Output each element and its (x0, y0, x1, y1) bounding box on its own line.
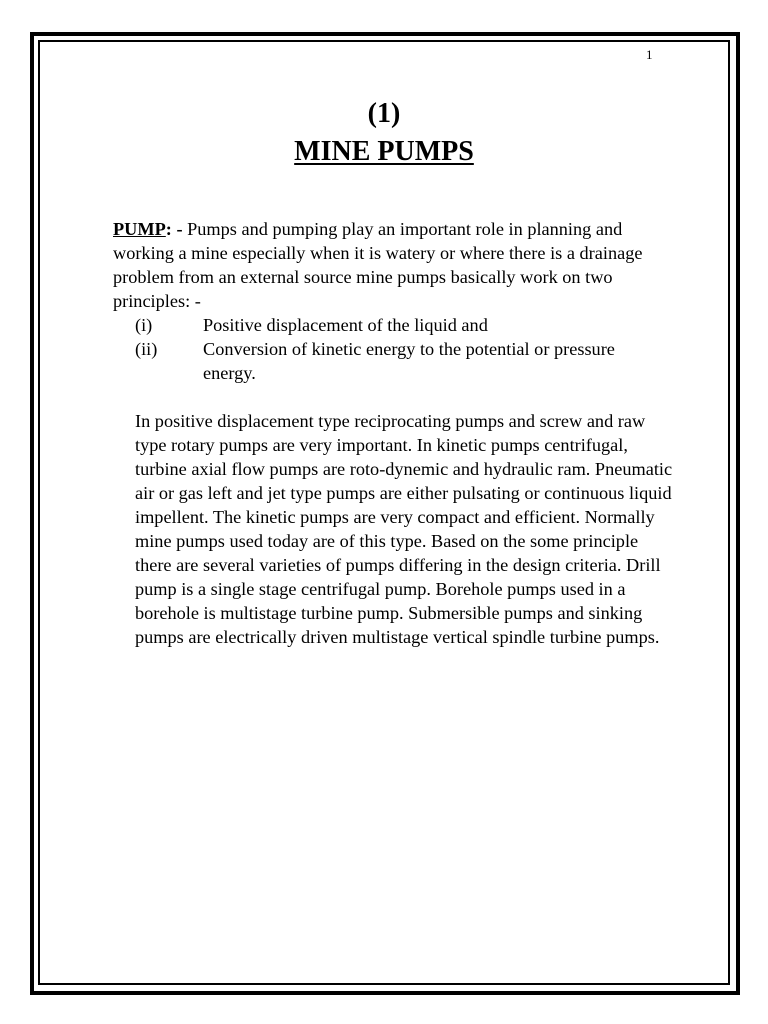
page-number: 1 (646, 47, 653, 62)
list-item-text: Positive displacement of the liquid and (203, 315, 488, 335)
intro-text: Pumps and pumping play an important role in planning and working a mine especially when it is watery or where there is a drainage problem from an external source mine pumps basically work on two principles: - (113, 219, 643, 311)
list-item-marker: (ii) (135, 339, 158, 359)
chapter-number: (1) (367, 98, 401, 129)
chapter-title: MINE PUMPS (294, 136, 474, 167)
intro-paragraph (113, 217, 673, 313)
body-paragraph: In positive displacement type reciprocating pumps and screw and raw type rotary pumps are very important. In kinetic pumps centrifugal, turbine axial flow pumps are roto-dynemic and hydraulic ram. Pneumatic air or gas left and jet type pumps are either pulsating or continuous liquid impellent. The kinetic pumps are very compact and efficient. Normally mine pumps used today are of this type. Based on the some principle there are several varieties of pumps differing in the design criteria. Drill pump is a single stage centrifugal pump. Borehole pumps used in a borehole is multistage turbine pump. Submersible pumps and sinking pumps are electrically driven multistage vertical spindle turbine pumps. (135, 411, 673, 647)
list-item-marker: (i) (135, 315, 153, 335)
principles-list (135, 313, 655, 385)
intro-term: PUMP (113, 219, 166, 239)
list-item (135, 337, 655, 385)
intro-separator: : - (165, 219, 188, 239)
list-item (135, 313, 655, 337)
list-item-text: Conversion of kinetic energy to the potential or pressure energy. (203, 339, 615, 383)
